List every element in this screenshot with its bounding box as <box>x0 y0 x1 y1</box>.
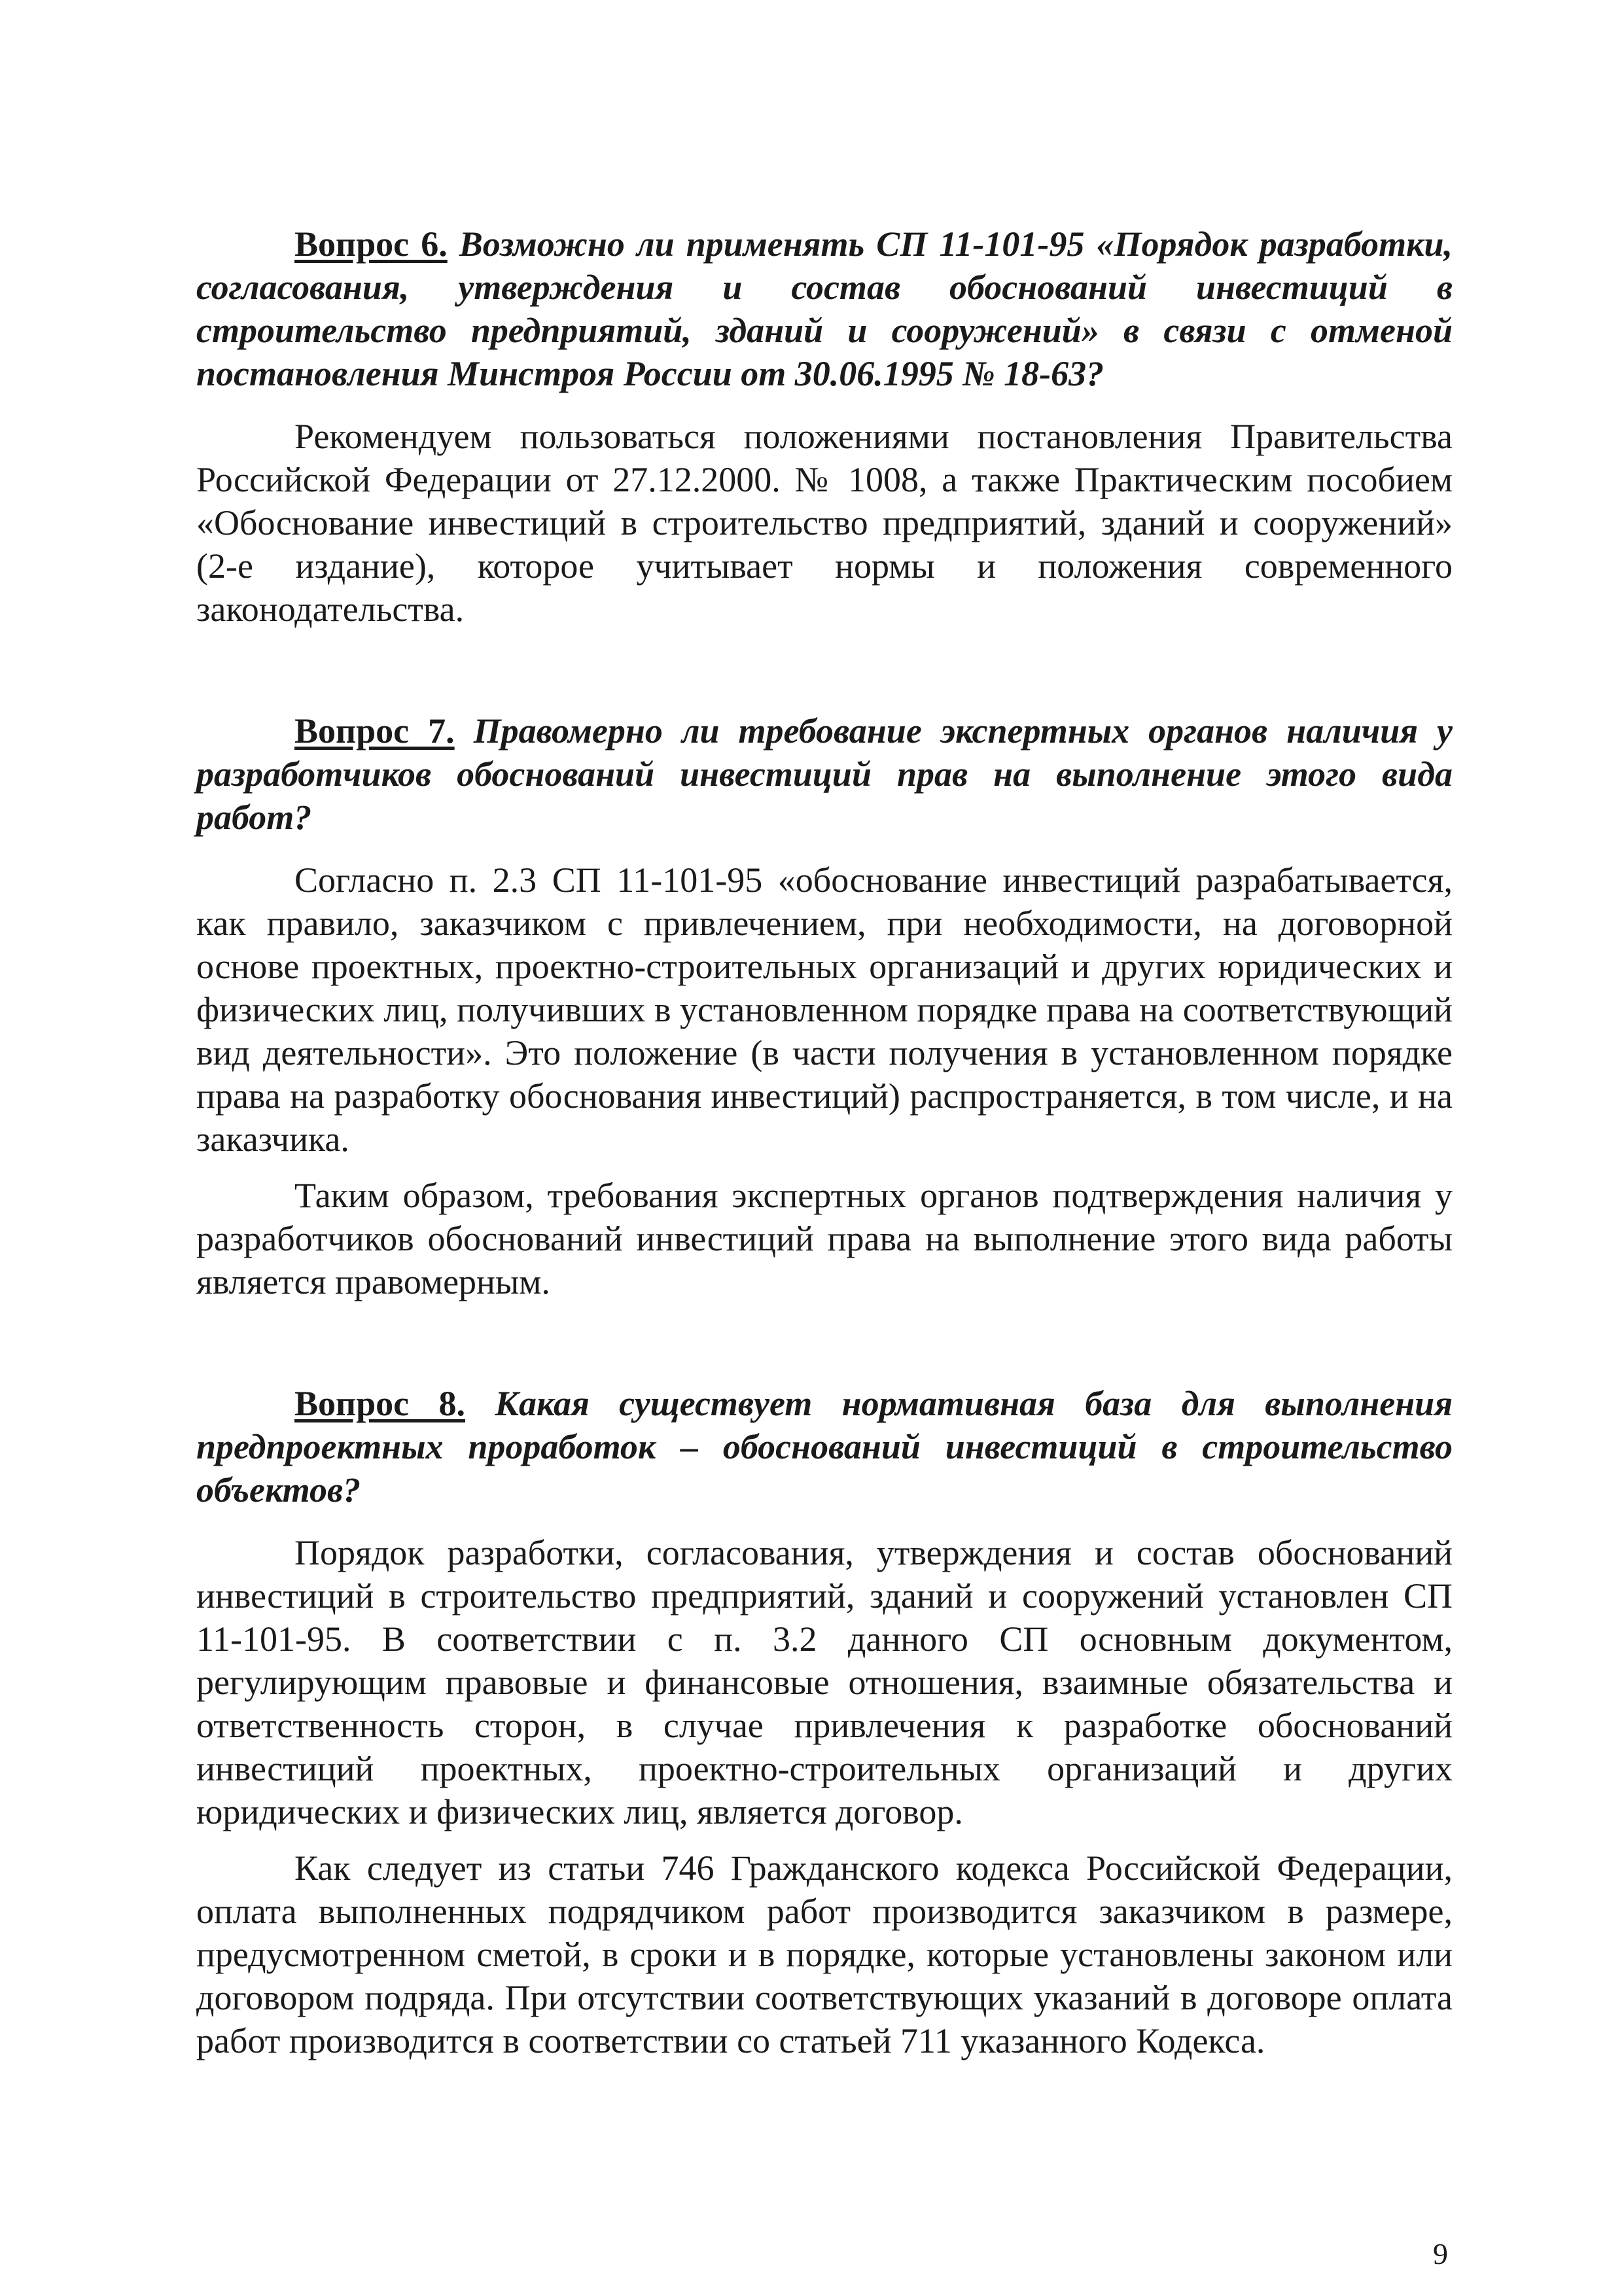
answer-paragraph: Согласно п. 2.3 СП 11-101-95 «обоснование инвестиций разрабатывается, как правило, заказчиком с привлечением, при необходимости, на договорной основе проектных, проектно-строительных организаций и других юридических и физических лиц, получивших в установленном порядке права на соответствующий вид деятельности». Это положение (в части получения в установленном порядке права на разработку обоснования инвестиций) распространяется, в том числе, и на заказчика. <box>196 860 1453 1159</box>
question-section-7 <box>196 709 1453 1303</box>
question-label: Вопрос 6. <box>294 224 448 264</box>
question-text: Возможно ли применять СП 11-101-95 «Порядок разработки, согласования, утверждения и состав обоснований инвестиций в строительство предприятий, зданий и сооружений» в связи с отменой постановления Минстроя России от 30.06.1995 № 18-63? <box>196 224 1453 393</box>
document-page <box>196 222 1453 2141</box>
answer-paragraph: Рекомендуем пользоваться положениями постановления Правительства Российской Федерации от 27.12.2000. № 1008, а также Практическим пособием «Обоснование инвестиций в строительство предприятий, зданий и сооружений» (2-е издание), которое учитывает нормы и положения современного законодательства. <box>196 417 1453 629</box>
answer-paragraph: Порядок разработки, согласования, утверждения и состав обоснований инвестиций в строительство предприятий, зданий и сооружений установлен СП 11-101-95. В соответствии с п. 3.2 данного СП основным документом, регулирующим правовые и финансовые отношения, взаимные обязательства и ответственность сторон, в случае привлечения к разработке обоснований инвестиций проектных, проектно-строительных организаций и других юридических и физических лиц, является договор. <box>196 1533 1453 1831</box>
question-heading <box>196 222 1453 395</box>
question-section-6 <box>196 222 1453 631</box>
question-section-8 <box>196 1382 1453 2062</box>
answer-paragraph: Как следует из статьи 746 Гражданского кодекса Российской Федерации, оплата выполненных подрядчиком работ производится заказчиком в размере, предусмотренном сметой, в сроки и в порядке, которые установлены законом или договором подряда. При отсутствии соответствующих указаний в договоре оплата работ производится в соответствии со статьей 711 указанного Кодекса. <box>196 1848 1453 2060</box>
question-label: Вопрос 8. <box>294 1384 465 1423</box>
question-text: Какая существует нормативная база для выполнения предпроектных проработок – обоснований инвестиций в строительство объектов? <box>196 1384 1453 1510</box>
question-text: Правомерно ли требование экспертных органов наличия у разработчиков обоснований инвестиций прав на выполнение этого вида работ? <box>196 711 1453 837</box>
question-heading <box>196 1382 1453 1511</box>
question-heading <box>196 709 1453 839</box>
question-label: Вопрос 7. <box>294 711 455 751</box>
answer-paragraph: Таким образом, требования экспертных органов подтверждения наличия у разработчиков обоснований инвестиций права на выполнение этого вида работы является правомерным. <box>196 1176 1453 1301</box>
page-number: 9 <box>1433 2237 1448 2270</box>
